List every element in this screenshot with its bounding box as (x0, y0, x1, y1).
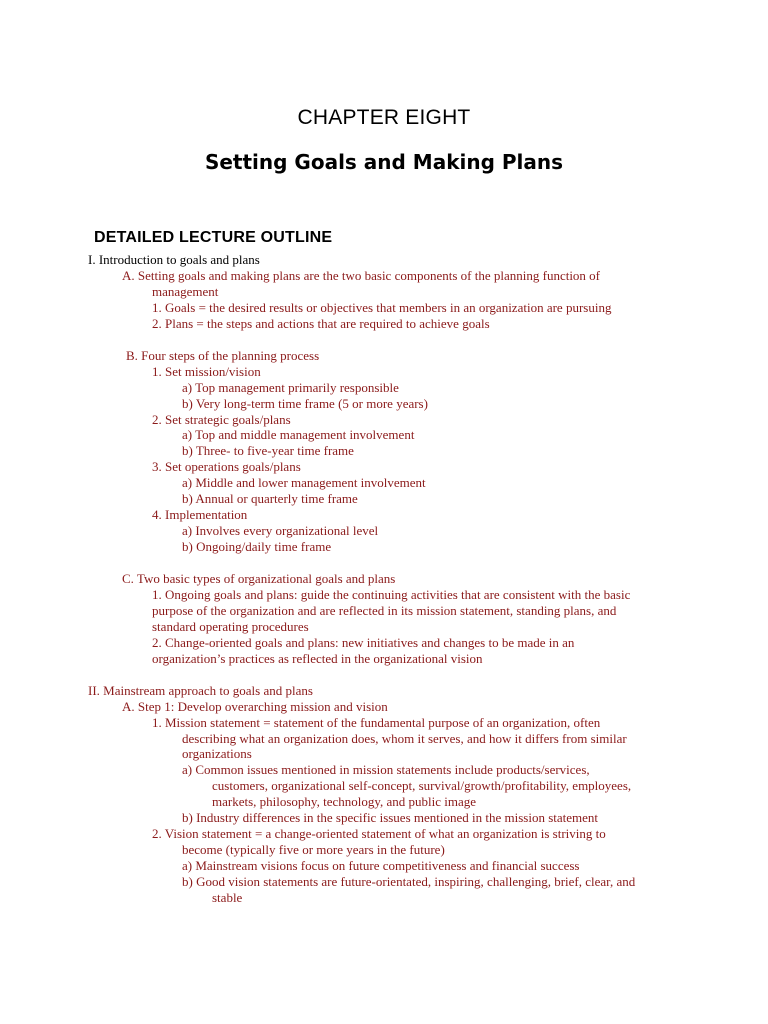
outline-line: C. Two basic types of organizational goals and plans (122, 571, 396, 586)
outline-line: customers, organizational self-concept, survival/growth/profitability, employees, (212, 778, 632, 794)
outline-line: b) Very long-term time frame (5 or more years) (182, 395, 428, 411)
outline-line: describing what an organization does, whom it serves, and how it differs from similar (182, 730, 627, 746)
outline-line: A. Step 1: Develop overarching mission and vision (122, 698, 388, 714)
outline-line: organizations (182, 746, 252, 762)
outline-line: A. Setting goals and making plans are the two basic components of the planning function of (122, 267, 601, 283)
outline-line: II. Mainstream approach to goals and plans (88, 682, 313, 698)
outline-line: b) Industry differences in the specific issues mentioned in the mission statement (182, 810, 599, 826)
chapter-label: CHAPTER EIGHT (297, 106, 471, 129)
outline-line: b) Three- to five-year time frame (182, 443, 354, 459)
outline-line: a) Mainstream visions focus on future competitiveness and financial success (182, 858, 580, 874)
outline-line: b) Good vision statements are future-orientated, inspiring, challenging, brief, clear, and (182, 874, 636, 890)
outline-line: I. Introduction to goals and plans (88, 252, 260, 267)
outline-line: a) Middle and lower management involvement (182, 475, 426, 491)
outline-line: become (typically five or more years in the future) (182, 842, 445, 858)
outline-line: 1. Ongoing goals and plans: guide the continuing activities that are consistent with the basic (152, 586, 631, 602)
outline-line: management (152, 283, 219, 299)
outline-line: 2. Set strategic goals/plans (152, 411, 291, 427)
outline-line: organization’s practices as reflected in the organizational vision (152, 650, 483, 666)
outline-line: standard operating procedures (152, 618, 309, 634)
outline-line: 2. Plans = the steps and actions that are required to achieve goals (152, 315, 490, 331)
outline-line: a) Top management primarily responsible (182, 379, 399, 395)
outline-line: markets, philosophy, technology, and public image (212, 794, 477, 810)
outline-line: a) Common issues mentioned in mission statements include products/services, (182, 762, 590, 778)
outline-line: 2. Vision statement = a change-oriented statement of what an organization is striving to (152, 826, 606, 842)
outline-line: a) Involves every organizational level (182, 523, 379, 539)
outline-line: 1. Goals = the desired results or objectives that members in an organization are pursuing (152, 299, 612, 315)
outline-line: a) Top and middle management involvement (182, 427, 415, 443)
outline-line: 1. Mission statement = statement of the fundamental purpose of an organization, often (152, 714, 601, 730)
page-title: Setting Goals and Making Plans (204, 150, 564, 174)
outline-line: purpose of the organization and are reflected in its mission statement, standing plans, and (152, 602, 617, 618)
section-heading: DETAILED LECTURE OUTLINE (94, 229, 333, 246)
outline-line: 3. Set operations goals/plans (152, 459, 301, 475)
outline-line: b) Ongoing/daily time frame (182, 539, 332, 555)
outline-line: b) Annual or quarterly time frame (182, 491, 358, 507)
outline-line: stable (212, 890, 243, 905)
outline-line: 1. Set mission/vision (152, 363, 261, 379)
outline-line: 4. Implementation (152, 507, 248, 523)
outline-line: B. Four steps of the planning process (126, 347, 320, 363)
outline-line: 2. Change-oriented goals and plans: new initiatives and changes to be made in an (152, 634, 575, 650)
